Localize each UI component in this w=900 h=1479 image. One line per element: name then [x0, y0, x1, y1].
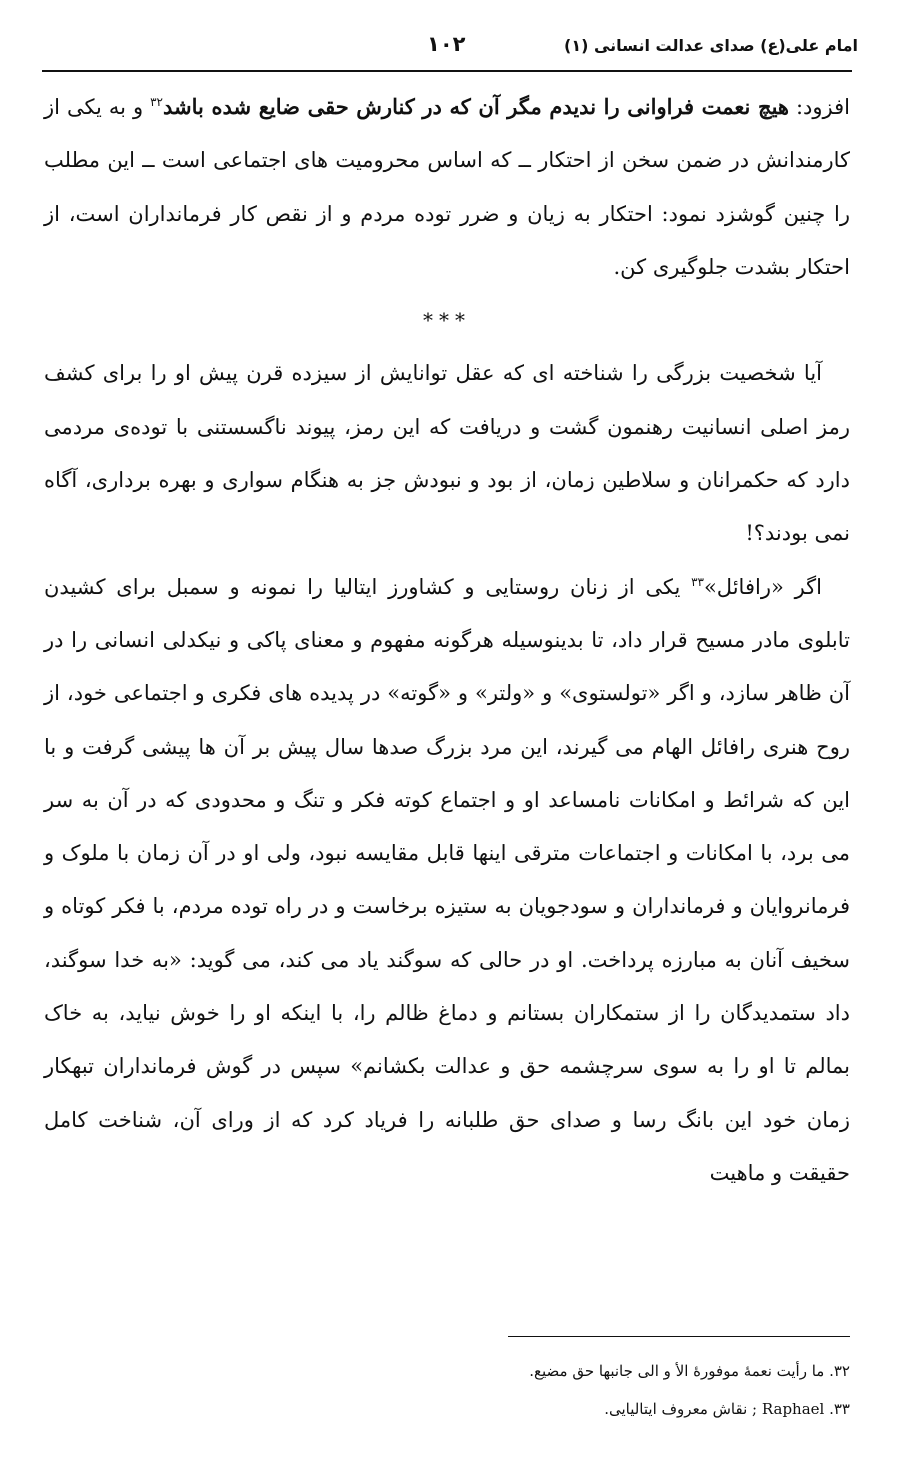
quote-bold: هیچ نعمت فراوانی را ندیدم مگر آن که در کنارش حقی ضایع شده باشد — [162, 94, 789, 119]
footnote-32: ۳۲. ما رأیت نعمهٔ موفورهٔ الأ و الی جانبها حق مضیع. — [529, 1362, 850, 1380]
paragraph-3 — [44, 561, 850, 1201]
paragraph-1 — [44, 80, 850, 294]
page-number: ۱۰۲ — [427, 32, 466, 56]
paragraph-2: آیا شخصیت بزرگی را شناخته ای که عقل توانایش از سیزده قرن پیش او را برای کشف رمز اصلی انسانیت رهنمون گشت و دریافت که این رمز، پیوند ناگسستنی با توده‌ی مردمی دارد که حکمرانان و سلاطین زمان، از بود و نبودش جز به هنگام سواری و بهره برداری، آگاه نمی بودند؟! — [44, 361, 850, 546]
footnote-ref-32[interactable]: ۳۲ — [150, 95, 163, 109]
page-header — [42, 30, 858, 70]
running-title: امام علی(ع) صدای عدالت انسانی (۱) — [564, 36, 858, 55]
footnote-rule — [508, 1336, 850, 1337]
section-separator: *** — [423, 308, 471, 333]
body-text — [44, 80, 850, 1200]
footnotes — [44, 1352, 850, 1428]
footnote-33: ۳۳. Raphael ; نقاش معروف ایتالیایی. — [604, 1400, 850, 1418]
header-rule — [42, 70, 852, 72]
paragraph-3-lead: اگر «رافائل» — [703, 574, 822, 599]
footnote-ref-33[interactable]: ۳۳ — [691, 574, 704, 589]
paragraph-1-rest: و به یکی از کارمندانش در ضمن سخن از احتکار ــ که اساس محرومیت های اجتماعی است ــ این مطلب را چنین گوشزد نمود: احتکار به زیان و ضرر توده مردم و از نقص کار فرمانداران است، از احتکار بشدت جلوگیری کن. — [44, 95, 850, 279]
paragraph-3-rest: یکی از زنان روستایی و کشاورز ایتالیا را نمونه و سمبل برای کشیدن تابلوی مادر مسیح قرار داد، تا بدینوسیله هرگونه مفهوم و معنای پاکی و نیکدلی انسانی را در آن ظاهر سازد، و اگر «تولستوی» و «ولتر» و «گوته» در پدیده های فکری و اجتماعی خود، از روح هنری رافائل الهام می گیرند، این مرد بزرگ صدها سال پیش بر آن ها پیشی گرفت و با این که شرائط و امکانات نامساعد او و اجتماع کوته فکر و تنگ و محدودی که در آن به سر می برد، با امکانات و اجتماعات مترقی اینها قابل مقایسه نبود، ولی او در آن زمان با ملوک و فرمانروایان و فرمانداران و سودجویان به ستیزه برخاست و در راه توده مردم، با فکر کوتاه و سخیف آنان به مبارزه پرداخت. او در حالی که سوگند یاد می کند، می گوید: «به خدا سوگند، داد ستمدیدگان را از ستمکاران بستانم و دماغ ظالم را، با اینکه او را خوش نیاید، به خاک بمالم تا او را به سوی سرچشمه حق و عدالت بکشانم» سپس در گوش فرمانداران تبهکار زمان خود این بانگ رسا و صدای حق طلبانه را فریاد کرد که از ورای آن، شناخت کامل حقیقت و ماهیت — [44, 574, 850, 1185]
paragraph-1-lead: افزود: — [788, 95, 850, 119]
